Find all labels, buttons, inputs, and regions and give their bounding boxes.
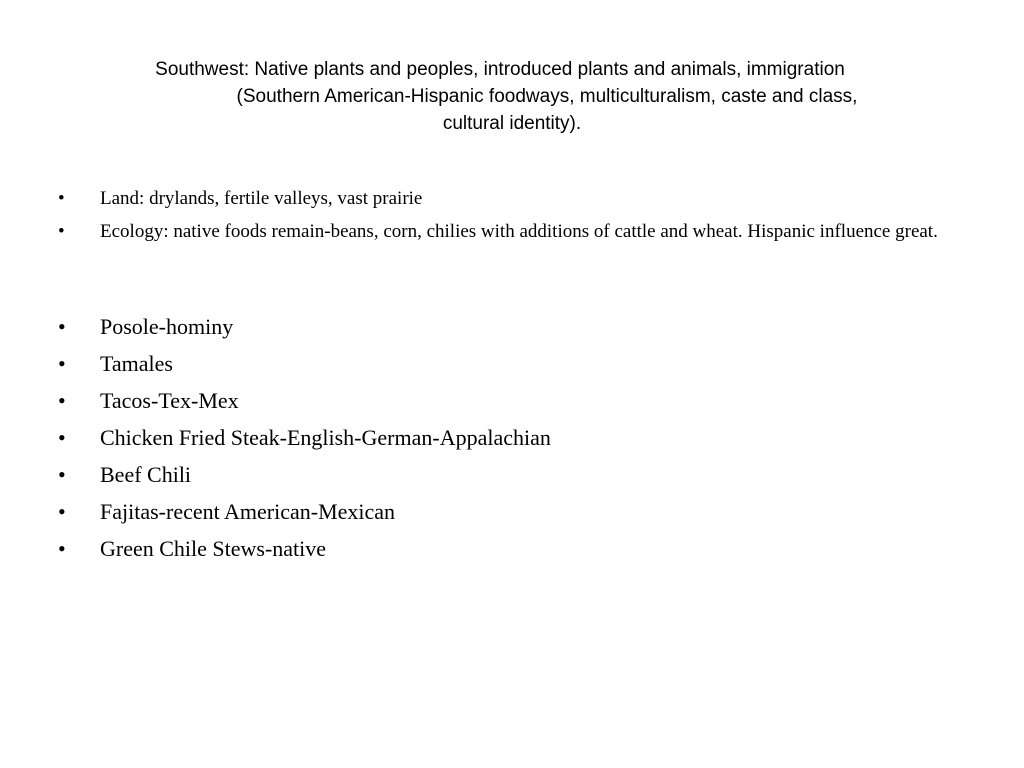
list-item	[58, 459, 958, 491]
food-item: Beef Chili	[100, 462, 192, 487]
list-item	[58, 533, 958, 565]
title-line: (Southern American-Hispanic foodways, multiculturalism, caste and class,	[236, 86, 858, 107]
list-item	[58, 385, 958, 417]
food-item: Tamales	[100, 351, 173, 376]
list-item	[58, 185, 978, 213]
title-line: Southwest: Native plants and peoples, introduced plants and animals, immigration	[155, 59, 845, 80]
details-list	[58, 185, 978, 251]
slide-title	[40, 56, 984, 137]
food-item: Green Chile Stews-native	[100, 536, 327, 561]
bullet-icon: •	[58, 536, 66, 561]
food-item: Fajitas-recent American-Mexican	[100, 499, 396, 524]
food-item: Chicken Fried Steak-English-German-Appalachian	[100, 425, 551, 450]
list-item	[58, 218, 978, 246]
bullet-icon: •	[58, 499, 66, 524]
list-item	[58, 496, 958, 528]
foods-list	[58, 311, 958, 570]
detail-ecology: Ecology: native foods remain-beans, corn, chilies with additions of cattle and wheat. Hispanic influence great.	[100, 221, 938, 242]
bullet-icon: •	[58, 388, 66, 413]
bullet-icon: •	[58, 425, 66, 450]
detail-land: Land: drylands, fertile valleys, vast prairie	[100, 188, 423, 209]
bullet-icon: •	[58, 314, 66, 339]
food-item: Tacos-Tex-Mex	[100, 388, 239, 413]
bullet-icon: •	[58, 462, 66, 487]
list-item	[58, 422, 958, 454]
bullet-icon: •	[58, 188, 65, 209]
title-line: cultural identity).	[442, 113, 582, 134]
bullet-icon: •	[58, 221, 65, 242]
list-item	[58, 311, 958, 343]
list-item	[58, 348, 958, 380]
bullet-icon: •	[58, 351, 66, 376]
food-item: Posole-hominy	[100, 314, 234, 339]
